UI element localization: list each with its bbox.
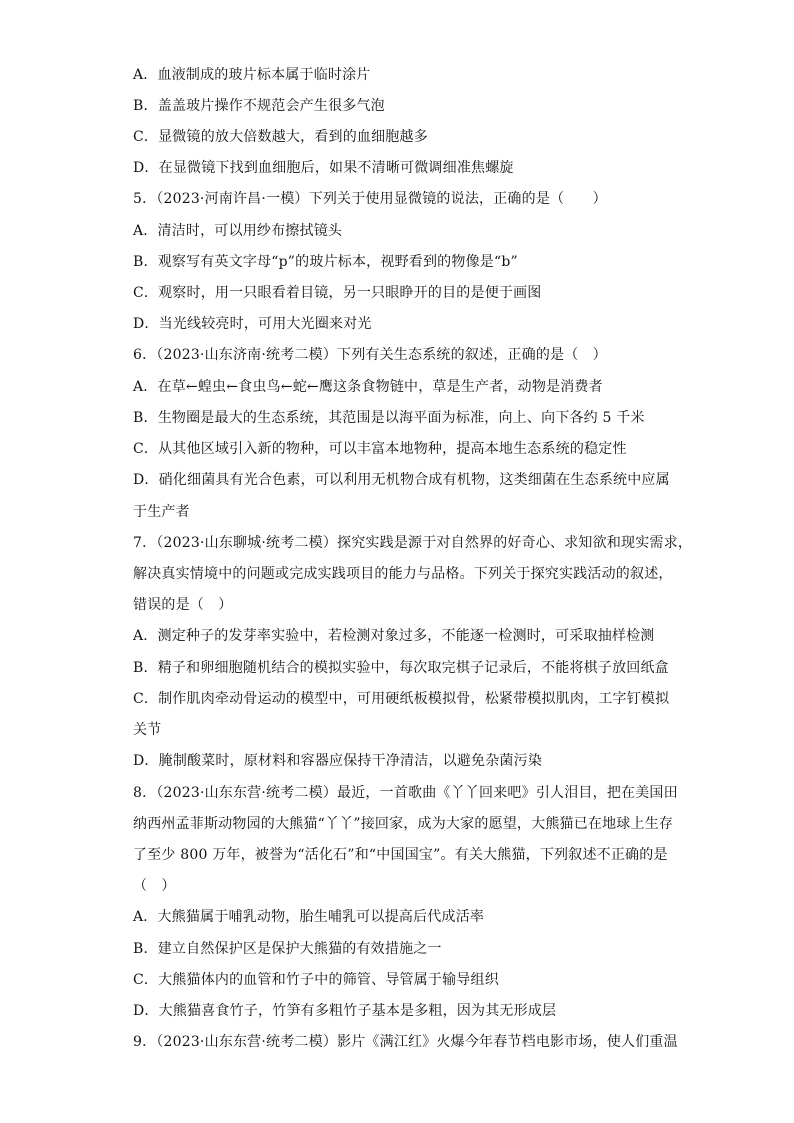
option-line: D．腌制酸菜时，原材料和容器应保持干净清洁，以避免杂菌污染 <box>133 753 543 769</box>
option-line: A．清洁时，可以用纱布擦拭镜头 <box>133 223 343 239</box>
option-line: B．建立自然保护区是保护大熊猫的有效措施之一 <box>133 941 442 957</box>
option-line: D．在显微镜下找到血细胞后，如果不清晰可微调细准焦螺旋 <box>133 160 514 176</box>
option-line: C．制作肌肉牵动骨运动的模型中，可用硬纸板模拟骨，松紧带模拟肌肉，工字钉模拟 <box>133 691 670 707</box>
answer-paren: （ ） <box>133 878 176 894</box>
question-stem-7: 7．（2023·山东聊城·统考二模）探究实践是源于对自然界的好奇心、求知欲和现实需求， <box>133 535 693 551</box>
option-line-continuation: 于生产者 <box>133 504 190 520</box>
question-stem-9: 9．（2023·山东东营·统考二模）影片《满江红》火爆今年春节档电影市场，使人们重温 <box>133 1034 678 1050</box>
option-line: D．大熊猫喜食竹子，竹笋有多粗竹子基本是多粗，因为其无形成层 <box>133 1003 557 1019</box>
question-stem-8: 8．（2023·山东东营·统考二模）最近，一首歌曲《丫丫回来吧》引人泪目，把在美国田 <box>133 785 678 801</box>
option-line: C．从其他区域引入新的物种，可以丰富本地物种，提高本地生态系统的稳定性 <box>133 441 627 457</box>
option-line-continuation: 关节 <box>133 722 162 738</box>
option-line: A．大熊猫属于哺乳动物，胎生哺乳可以提高后代成活率 <box>133 909 485 925</box>
option-line: C．观察时，用一只眼看着目镜，另一只眼睁开的目的是便于画图 <box>133 285 542 301</box>
option-line: B．生物圈是最大的生态系统，其范围是以海平面为标准，向上、向下各约 5 千米 <box>133 410 645 426</box>
question-stem-6: 6．（2023·山东济南·统考二模）下列有关生态系统的叙述，正确的是（ ） <box>133 347 607 363</box>
option-line: A．测定种子的发芽率实验中，若检测对象过多，不能逐一检测时，可采取抽样检测 <box>133 628 655 644</box>
question-stem-7-cont: 错误的是（ ） <box>133 597 233 613</box>
option-line: B．盖盖玻片操作不规范会产生很多气泡 <box>133 98 385 114</box>
option-line: B．精子和卵细胞随机结合的模拟实验中，每次取完棋子记录后，不能将棋子放回纸盒 <box>133 660 669 676</box>
question-stem-8-cont: 了至少 800 万年，被誉为“活化石”和“中国国宝”。有关大熊猫，下列叙述不正确的是 <box>133 847 668 863</box>
option-line: C．大熊猫体内的血管和竹子中的筛管、导管属于输导组织 <box>133 972 499 988</box>
option-line: D．当光线较亮时，可用大光圈来对光 <box>133 316 372 332</box>
option-line: C．显微镜的放大倍数越大，看到的血细胞越多 <box>133 129 428 145</box>
question-stem-5: 5．（2023·河南许昌·一模）下列关于使用显微镜的说法，正确的是（ ） <box>133 191 607 207</box>
question-stem-8-cont: 纳西州孟菲斯动物园的大熊猫“丫丫”接回家，成为大家的愿望，大熊猫已在地球上生存 <box>133 816 674 832</box>
option-line: A．血液制成的玻片标本属于临时涂片 <box>133 67 371 83</box>
question-stem-7-cont: 解决真实情境中的问题或完成实践项目的能力与品格。下列关于探究实践活动的叙述， <box>133 566 673 582</box>
option-line: D．硝化细菌具有光合色素，可以利用无机物合成有机物，这类细菌在生态系统中应属 <box>133 472 670 488</box>
option-line: B．观察写有英文字母“p”的玻片标本，视野看到的物像是“b” <box>133 254 518 270</box>
option-line: A．在草←蝗虫←食虫鸟←蛇←鹰这条食物链中，草是生产者，动物是消费者 <box>133 379 603 395</box>
